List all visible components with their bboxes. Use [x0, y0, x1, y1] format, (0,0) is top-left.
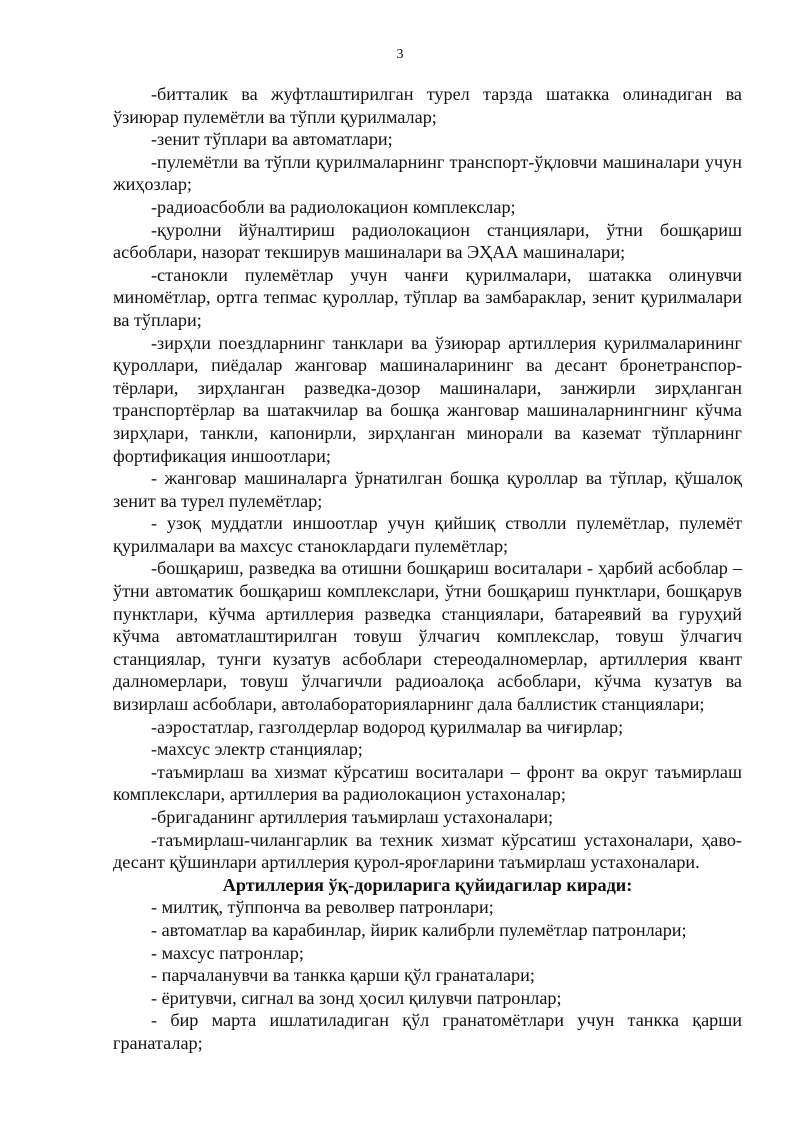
list-item: - махсус патронлар; — [151, 942, 304, 963]
page-number: 3 — [396, 47, 404, 62]
paragraph: -битталик ва жуфтлаштирилган турел тарзда шатакка олинадиган ва ўзиюрар пулемётли ва тўпли қурилмалар; — [113, 84, 742, 127]
list-item: - бир марта ишлатиладиган қўл гранатомётлари учун танкка қарши гранаталар; — [113, 1010, 742, 1053]
paragraph: -бошқариш, разведка ва отишни бошқариш воситалари - ҳарбий асбоблар – ўтни автоматик бошқариш комплекслари, ўтни бошқариш пунктлари, бошқарув пунктлари, кўчма артиллерия разведка станциялари, батареявий ва гуруҳий кўчма автоматлаштирилган товуш ўлчагич комплекслар, товуш ўлчагич станциялар, тунги кузатув асбоблари стереодалномерлар, артиллерия квант далномерлари, товуш ўлчагичли радиоалоқа асбоблари, кўчма кузатув ва визирлаш асбоблари, автолабораторияларнинг дала баллистик станциялари; — [113, 558, 742, 715]
paragraph: -зирҳли поездларнинг танклари ва ўзиюрар артиллерия қурилмаларининг қуроллари, пиёдалар жанговар машиналарининг ва десант бронетранспор-тёрлари, зирҳланган разведка-дозор машиналари, занжирли зирҳланган транспортёрлар ва шатакчилар ва бошқа жанговар машиналарнингнинг кўчма зирҳлари, танкли, капонирли, зирҳланган минорали ва каземат тўпларнинг фортификация иншоотлари; — [113, 332, 742, 466]
document-body — [113, 83, 742, 1055]
list-item: - милтиқ, тўппонча ва револвер патронлари; — [151, 897, 494, 918]
paragraph: -таъмирлаш-чилангарлик ва техник хизмат кўрсатиш устахоналари, ҳаво-десант қўшинлари артиллерия қурол-ярoғларини таъмирлаш устахоналари. — [113, 829, 742, 873]
list-item: - автоматлар ва карабинлар, йирик калибрли пулемётлар патронлари; — [151, 919, 687, 940]
paragraph: -зенит тўплари ва автоматлари; — [151, 129, 393, 150]
paragraph: -бригаданинг артиллерия таъмирлаш устахоналари; — [151, 807, 554, 827]
paragraph: -радиоасбобли ва радиолокацион комплекслар; — [151, 196, 516, 217]
list-item: - парчаланувчи ва танкка қарши қўл гранаталари; — [151, 965, 535, 986]
paragraph: -махсус электр станциялар; — [151, 739, 363, 760]
list-item: - ёритувчи, сигнал ва зонд ҳосил қилувчи патронлар; — [151, 987, 562, 1008]
paragraph: -таъмирлаш ва хизмат кўрсатиш воситалари – фронт ва округ таъмирлаш комплекслари, артиллерия ва радиолокацион устахоналар; — [113, 761, 742, 805]
paragraph: -станокли пулемётлар учун чанғи қурилмалари, шатакка олинувчи миномётлар, ортга тепмас қуроллар, тўплар ва замбараклар, зенит қурилмалари ва тўплари; — [113, 264, 742, 330]
paragraph: -аэростатлар, газголдерлар водород қурилмалар ва чиғирлар; — [151, 716, 624, 737]
paragraph: -пулемётли ва тўпли қурилмаларнинг транспорт-ўқловчи машиналари учун жиҳозлар; — [113, 151, 742, 195]
section-heading: Артиллерия ўқ-дориларига қуйидагилар киради: — [222, 874, 633, 895]
paragraph: -қуролни йўналтириш радиолокацион станциялари, ўтни бошқариш асбоблари, назорат текширув машиналари ва ЭҲАА машиналари; — [113, 219, 742, 263]
paragraph: - жанговар машиналарга ўрнатилган бошқа қуроллар ва тўплар, қўшалоқ зенит ва турел пулемётлар; — [113, 468, 742, 511]
paragraph: - узоқ муддатли иншоотлар учун қийшиқ стволли пулемётлар, пулемёт қурилмалари ва махсус станоклардаги пулемётлар; — [113, 513, 742, 556]
